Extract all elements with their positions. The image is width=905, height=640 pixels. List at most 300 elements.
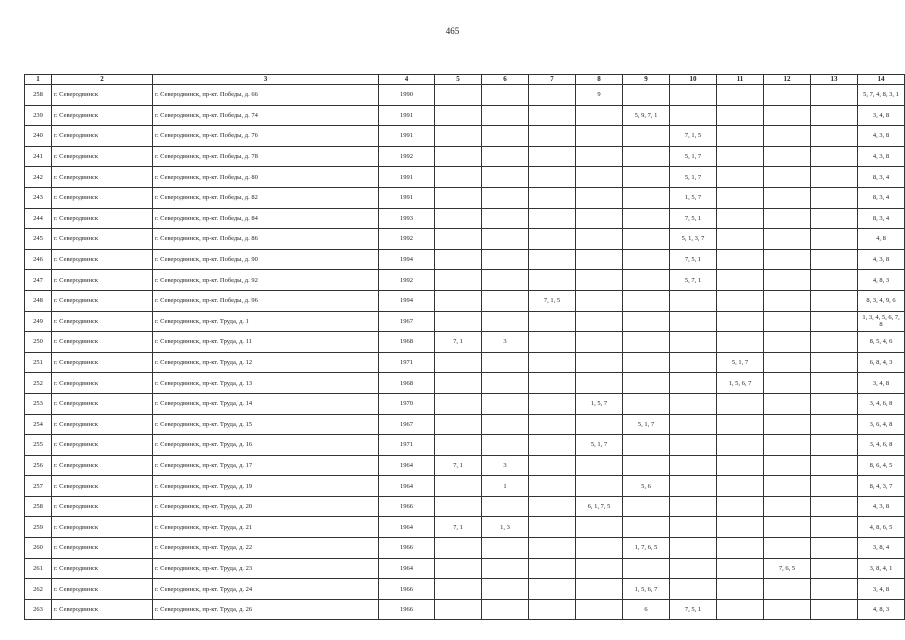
table-cell: [482, 105, 529, 126]
table-cell: [623, 558, 670, 579]
table-row: [25, 579, 905, 600]
table-cell: [529, 249, 576, 270]
table-cell: г. Северодвинск: [52, 270, 153, 291]
table-cell: 3, 4, 6, 8: [858, 393, 905, 414]
table-cell: [764, 229, 811, 250]
table-cell: [482, 579, 529, 600]
table-cell: [811, 393, 858, 414]
table-cell: г. Северодвинск, пр-кт. Труда, д. 1: [153, 311, 379, 332]
table-row: [25, 373, 905, 394]
table-cell: 5, 7, 1: [670, 270, 717, 291]
table-cell: г. Северодвинск, пр-кт. Труда, д. 17: [153, 455, 379, 476]
table-cell: г. Северодвинск, пр-кт. Труда, д. 16: [153, 435, 379, 456]
table-cell: г. Северодвинск, пр-кт. Победы, д. 90: [153, 249, 379, 270]
table-row: [25, 229, 905, 250]
table-cell: 1993: [379, 208, 435, 229]
table-cell: 4, 3, 8: [858, 249, 905, 270]
table-cell: 8, 3, 4: [858, 167, 905, 188]
table-cell: [670, 538, 717, 559]
table-cell: 3, 4, 8: [858, 105, 905, 126]
table-cell: [435, 435, 482, 456]
table-cell: [764, 146, 811, 167]
table-cell: [435, 229, 482, 250]
table-cell: [435, 311, 482, 332]
table-cell: 4, 3, 8: [858, 126, 905, 147]
table-cell: 6, 1, 7, 5: [576, 496, 623, 517]
table-cell: г. Северодвинск, пр-кт. Победы, д. 96: [153, 290, 379, 311]
table-cell: [811, 455, 858, 476]
table-cell: [811, 538, 858, 559]
column-header: 9: [623, 75, 670, 85]
table-cell: г. Северодвинск, пр-кт. Победы, д. 92: [153, 270, 379, 291]
table-row: [25, 249, 905, 270]
table-cell: г. Северодвинск: [52, 579, 153, 600]
table-cell: 7, 5, 1: [670, 208, 717, 229]
table-cell: [717, 208, 764, 229]
table-cell: 1991: [379, 126, 435, 147]
table-cell: г. Северодвинск: [52, 167, 153, 188]
table-cell: [529, 558, 576, 579]
table-cell: [623, 126, 670, 147]
table-cell: [670, 517, 717, 538]
table-cell: [576, 105, 623, 126]
table-cell: 4, 8, 3: [858, 270, 905, 291]
table-cell: 260: [25, 538, 52, 559]
table-cell: [529, 599, 576, 620]
table-cell: [623, 249, 670, 270]
table-cell: [623, 167, 670, 188]
table-row: [25, 558, 905, 579]
table-cell: 1968: [379, 373, 435, 394]
table-cell: [482, 496, 529, 517]
table-cell: г. Северодвинск, пр-кт. Победы, д. 86: [153, 229, 379, 250]
table-row: [25, 332, 905, 353]
table-cell: г. Северодвинск: [52, 249, 153, 270]
table-row: [25, 208, 905, 229]
column-header: 4: [379, 75, 435, 85]
table-cell: 248: [25, 290, 52, 311]
table-cell: [811, 270, 858, 291]
table-cell: [717, 229, 764, 250]
table-row: [25, 187, 905, 208]
table-cell: 247: [25, 270, 52, 291]
table-cell: [623, 290, 670, 311]
table-cell: [811, 558, 858, 579]
table-cell: г. Северодвинск: [52, 85, 153, 106]
table-cell: [764, 599, 811, 620]
table-cell: [623, 393, 670, 414]
table-cell: [529, 393, 576, 414]
table-cell: 8, 4, 3, 7: [858, 476, 905, 497]
column-header: 6: [482, 75, 529, 85]
table-cell: [764, 290, 811, 311]
table-cell: г. Северодвинск: [52, 435, 153, 456]
table-cell: 242: [25, 167, 52, 188]
table-cell: [576, 476, 623, 497]
table-cell: г. Северодвинск, пр-кт. Победы, д. 80: [153, 167, 379, 188]
table-cell: [435, 373, 482, 394]
table-cell: [576, 579, 623, 600]
table-cell: [435, 85, 482, 106]
table-cell: г. Северодвинск, пр-кт. Победы, д. 66: [153, 85, 379, 106]
table-cell: 1992: [379, 146, 435, 167]
table-cell: г. Северодвинск: [52, 373, 153, 394]
table-cell: [811, 208, 858, 229]
table-cell: 258: [25, 85, 52, 106]
table-cell: 244: [25, 208, 52, 229]
table-cell: 6, 8, 4, 3: [858, 352, 905, 373]
table-cell: 4, 8: [858, 229, 905, 250]
table-cell: 243: [25, 187, 52, 208]
table-cell: [435, 558, 482, 579]
table-cell: [435, 146, 482, 167]
table-cell: [764, 393, 811, 414]
table-cell: [482, 146, 529, 167]
table-cell: [482, 85, 529, 106]
table-cell: [482, 311, 529, 332]
table-cell: [811, 476, 858, 497]
table-cell: г. Северодвинск: [52, 496, 153, 517]
table-cell: 1991: [379, 105, 435, 126]
table-cell: 263: [25, 599, 52, 620]
table-cell: 7, 1, 5: [529, 290, 576, 311]
table-cell: 1966: [379, 599, 435, 620]
table-cell: 261: [25, 558, 52, 579]
table-cell: [764, 538, 811, 559]
table-cell: [623, 517, 670, 538]
table-cell: [717, 290, 764, 311]
column-header: 11: [717, 75, 764, 85]
table-cell: 246: [25, 249, 52, 270]
table-cell: [764, 85, 811, 106]
table-cell: г. Северодвинск, пр-кт. Труда, д. 23: [153, 558, 379, 579]
table-cell: [811, 126, 858, 147]
table-cell: [576, 517, 623, 538]
table-cell: [529, 455, 576, 476]
table-header-row: [25, 75, 905, 85]
column-header: 5: [435, 75, 482, 85]
table-cell: [482, 558, 529, 579]
table-cell: г. Северодвинск, пр-кт. Труда, д. 11: [153, 332, 379, 353]
table-cell: г. Северодвинск: [52, 187, 153, 208]
table-cell: [717, 476, 764, 497]
table-cell: [717, 496, 764, 517]
table-cell: 1971: [379, 435, 435, 456]
table-cell: г. Северодвинск: [52, 290, 153, 311]
table-cell: [623, 435, 670, 456]
table-cell: [670, 352, 717, 373]
table-cell: г. Северодвинск, пр-кт. Труда, д. 14: [153, 393, 379, 414]
table-cell: [576, 558, 623, 579]
table-cell: 7, 1: [435, 332, 482, 353]
column-header: 12: [764, 75, 811, 85]
table-cell: [529, 332, 576, 353]
table-cell: г. Северодвинск: [52, 558, 153, 579]
column-header: 13: [811, 75, 858, 85]
table-row: [25, 146, 905, 167]
table-cell: [435, 393, 482, 414]
table-cell: 5, 6: [623, 476, 670, 497]
table-row: [25, 517, 905, 538]
table-cell: 1967: [379, 414, 435, 435]
table-cell: [670, 311, 717, 332]
table-row: [25, 599, 905, 620]
table-cell: [811, 249, 858, 270]
table-cell: г. Северодвинск, пр-кт. Труда, д. 24: [153, 579, 379, 600]
table-cell: 241: [25, 146, 52, 167]
table-cell: г. Северодвинск: [52, 599, 153, 620]
table-cell: [435, 579, 482, 600]
table-cell: [764, 414, 811, 435]
table-cell: [529, 414, 576, 435]
table-cell: [717, 558, 764, 579]
table-cell: [435, 126, 482, 147]
table-cell: 4, 8, 6, 5: [858, 517, 905, 538]
table-cell: [435, 476, 482, 497]
table-cell: [529, 476, 576, 497]
table-cell: 1994: [379, 249, 435, 270]
table-cell: [811, 229, 858, 250]
table-cell: [576, 208, 623, 229]
table-cell: 5, 9, 7, 1: [623, 105, 670, 126]
table-cell: г. Северодвинск: [52, 208, 153, 229]
table-cell: 5, 1, 7: [670, 146, 717, 167]
table-cell: [811, 496, 858, 517]
table-row: [25, 455, 905, 476]
table-row: [25, 270, 905, 291]
table-cell: [435, 599, 482, 620]
table-cell: [717, 167, 764, 188]
table-row: [25, 85, 905, 106]
table-cell: 1, 3, 4, 5, 6, 7, 8: [858, 311, 905, 332]
table-cell: 1964: [379, 455, 435, 476]
table-cell: 7, 1, 5: [670, 126, 717, 147]
table-cell: г. Северодвинск: [52, 146, 153, 167]
table-cell: 1967: [379, 311, 435, 332]
table-row: [25, 311, 905, 332]
table-cell: [670, 455, 717, 476]
table-cell: [811, 373, 858, 394]
table-cell: г. Северодвинск: [52, 352, 153, 373]
table-cell: 8, 6, 4, 5: [858, 455, 905, 476]
table-cell: [576, 455, 623, 476]
table-cell: [670, 414, 717, 435]
table-cell: 1, 3: [482, 517, 529, 538]
table-cell: [435, 167, 482, 188]
table-cell: [529, 167, 576, 188]
column-header: 7: [529, 75, 576, 85]
table-cell: [717, 105, 764, 126]
table-cell: [576, 187, 623, 208]
table-cell: [482, 249, 529, 270]
table-cell: [717, 579, 764, 600]
table-cell: [623, 332, 670, 353]
table-cell: [623, 311, 670, 332]
table-cell: [435, 187, 482, 208]
table-cell: г. Северодвинск: [52, 393, 153, 414]
table-cell: 5, 7, 4, 8, 3, 1: [858, 85, 905, 106]
table-cell: [482, 208, 529, 229]
table-cell: 7, 6, 5: [764, 558, 811, 579]
table-row: [25, 435, 905, 456]
table-cell: [670, 373, 717, 394]
table-cell: [670, 435, 717, 456]
table-cell: [482, 126, 529, 147]
table-cell: 1966: [379, 496, 435, 517]
table-cell: 9: [576, 85, 623, 106]
table-cell: 1991: [379, 167, 435, 188]
table-cell: 251: [25, 352, 52, 373]
table-cell: [623, 373, 670, 394]
table-row: [25, 290, 905, 311]
table-cell: [529, 146, 576, 167]
table-cell: [435, 290, 482, 311]
table-cell: 1, 5, 6, 7: [623, 579, 670, 600]
table-cell: [482, 352, 529, 373]
table-body: [25, 85, 905, 620]
table-cell: 254: [25, 414, 52, 435]
table-cell: 1971: [379, 352, 435, 373]
table-cell: [529, 105, 576, 126]
table-cell: [435, 208, 482, 229]
table-cell: 258: [25, 496, 52, 517]
table-cell: [623, 496, 670, 517]
table-cell: 249: [25, 311, 52, 332]
table-cell: [670, 290, 717, 311]
table-cell: 5, 1, 7: [623, 414, 670, 435]
table-cell: 8, 5, 4, 6: [858, 332, 905, 353]
table-cell: 1, 5, 6, 7: [717, 373, 764, 394]
table-cell: [764, 517, 811, 538]
table-cell: [717, 393, 764, 414]
table-cell: [482, 270, 529, 291]
table-cell: [482, 393, 529, 414]
table-cell: [764, 126, 811, 147]
table-cell: [482, 435, 529, 456]
table-cell: [529, 496, 576, 517]
table-cell: [529, 187, 576, 208]
table-cell: 8, 3, 4, 9, 6: [858, 290, 905, 311]
table-cell: 1990: [379, 85, 435, 106]
table-cell: 3, 6, 4, 8: [858, 414, 905, 435]
table-cell: [717, 455, 764, 476]
table-cell: 1964: [379, 517, 435, 538]
table-cell: [811, 85, 858, 106]
table-cell: [764, 208, 811, 229]
table-cell: [529, 352, 576, 373]
table-cell: г. Северодвинск, пр-кт. Труда, д. 26: [153, 599, 379, 620]
table-cell: 1, 5, 7: [670, 187, 717, 208]
table-cell: г. Северодвинск, пр-кт. Труда, д. 21: [153, 517, 379, 538]
table-cell: 3, 4, 6, 8: [858, 435, 905, 456]
table-cell: [670, 579, 717, 600]
table-cell: 255: [25, 435, 52, 456]
table-cell: [623, 455, 670, 476]
table-cell: 1966: [379, 538, 435, 559]
table-cell: [623, 187, 670, 208]
table-cell: 3, 4, 8: [858, 373, 905, 394]
table-cell: [717, 270, 764, 291]
table-cell: [576, 352, 623, 373]
table-cell: 239: [25, 105, 52, 126]
table-cell: [811, 579, 858, 600]
table-cell: [811, 105, 858, 126]
table-cell: [576, 311, 623, 332]
table-cell: 4, 3, 8: [858, 496, 905, 517]
table-cell: [811, 167, 858, 188]
table-cell: [811, 517, 858, 538]
table-cell: г. Северодвинск, пр-кт. Труда, д. 13: [153, 373, 379, 394]
table-cell: [576, 146, 623, 167]
table-cell: [717, 414, 764, 435]
table-cell: 1, 7, 6, 5: [623, 538, 670, 559]
table-cell: г. Северодвинск, пр-кт. Победы, д. 78: [153, 146, 379, 167]
table-row: [25, 352, 905, 373]
table-cell: 3: [482, 455, 529, 476]
table-cell: [717, 435, 764, 456]
table-cell: [764, 435, 811, 456]
table-cell: [623, 85, 670, 106]
table-cell: 1992: [379, 270, 435, 291]
table-cell: г. Северодвинск, пр-кт. Победы, д. 84: [153, 208, 379, 229]
table-cell: [623, 229, 670, 250]
table-cell: [529, 517, 576, 538]
table-cell: [482, 290, 529, 311]
table-cell: [764, 311, 811, 332]
table-cell: 1970: [379, 393, 435, 414]
table-cell: [811, 290, 858, 311]
table-cell: [811, 332, 858, 353]
table-cell: г. Северодвинск: [52, 332, 153, 353]
table-cell: 1991: [379, 187, 435, 208]
table-cell: [529, 435, 576, 456]
table-cell: [623, 270, 670, 291]
table-cell: г. Северодвинск, пр-кт. Труда, д. 22: [153, 538, 379, 559]
table-cell: [764, 105, 811, 126]
table-cell: [717, 332, 764, 353]
table-cell: г. Северодвинск, пр-кт. Труда, д. 20: [153, 496, 379, 517]
table-cell: [670, 558, 717, 579]
table-cell: [529, 229, 576, 250]
table-cell: [764, 579, 811, 600]
table-cell: 6: [623, 599, 670, 620]
table-cell: [717, 599, 764, 620]
table-cell: 1: [482, 476, 529, 497]
table-cell: г. Северодвинск: [52, 455, 153, 476]
table-cell: 253: [25, 393, 52, 414]
table-row: [25, 476, 905, 497]
table-cell: [576, 126, 623, 147]
table-cell: [811, 414, 858, 435]
table-cell: [717, 126, 764, 147]
table-cell: г. Северодвинск: [52, 229, 153, 250]
table-cell: [576, 270, 623, 291]
table-cell: [717, 249, 764, 270]
table-cell: 7, 1: [435, 517, 482, 538]
table-cell: [670, 332, 717, 353]
table-cell: [576, 332, 623, 353]
table-cell: [811, 352, 858, 373]
table-cell: [435, 249, 482, 270]
table-cell: [764, 332, 811, 353]
table-cell: [529, 270, 576, 291]
table-cell: [529, 538, 576, 559]
table-row: [25, 496, 905, 517]
table-cell: 240: [25, 126, 52, 147]
table-cell: г. Северодвинск, пр-кт. Победы, д. 82: [153, 187, 379, 208]
table-cell: [623, 146, 670, 167]
table-cell: [482, 167, 529, 188]
